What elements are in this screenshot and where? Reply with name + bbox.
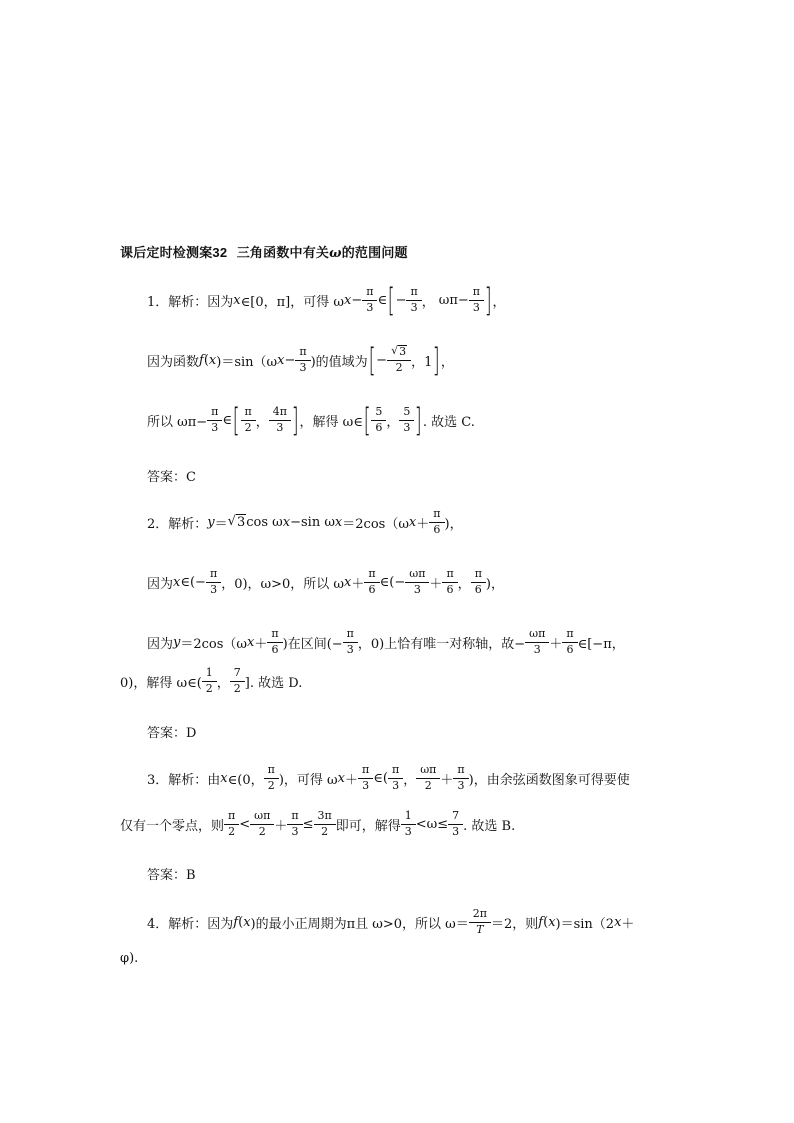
p3-line2: 仅有一个零点，则 $\frac{\pi}{2}$ < $\frac{\omega\pi}{2}$ ＋ $\frac{\pi}{3}$ ≤ $\frac{3\pi}{2}$ 即可，解得 $\frac{1}{3}$ <ω≤ $\frac{7}{3}$ . 故选 B. [120, 808, 516, 838]
p2-answer: 答案：D [147, 726, 197, 741]
page-title: 课后定时检测案32 三角函数中有关ω的范围问题 [120, 245, 408, 261]
p3-line1: 3．解析： 由 x ∈(0， $\frac{\pi}{2}$ )，可得 ω x ＋ $\frac{\pi}{3}$ ∈( $\frac{\pi}{3}$ ， $\frac{\omega\pi}{2}$ ＋ $\frac{\pi}{3}$ )，由余弦函数图象可得要使 [147, 762, 630, 792]
p2-line2: 因为 x ∈(− $\frac{\pi}{3}$ ，0)，ω>0，所以 ω x ＋ $\frac{\pi}{6}$ ∈(− $\frac{\omega\pi}{3}$ ＋ $\frac{\pi}{6}$ ， $\frac{\pi}{6}$ )， [147, 566, 504, 596]
p1-line2: 因为函数 f ( x )＝sin（ω x − $\frac{\pi}{3}$ )的值域为 [ − √ 3 2 ，1 ] ， [147, 341, 454, 379]
p2-line3: 因为 y ＝2cos（ω x ＋ $\frac{\pi}{6}$ )在区间(− $\frac{\pi}{3}$ ，0)上恰有唯一对称轴，故− $\frac{\omega\pi}{3}$ ＋ $\frac{\pi}{6}$ ∈[−π， [147, 626, 625, 656]
p2-line4: 0)，解得 ω∈( $\frac{1}{2}$ ， $\frac{7}{2}$ ]. 故选 D. [120, 665, 303, 695]
p1-answer: 答案：C [147, 470, 196, 485]
p2-line1: 2．解析： y ＝ √ 3 cos ω x −sin ω x ＝2cos（ω x ＋ $\frac{\pi}{6}$ )， [147, 506, 463, 536]
p1-line1: 1．解析： 因为 x ∈[0，π]，可得 ω x − $\frac{\pi}{3}$ ∈ [ − $\frac{\pi}{3}$ ， ωπ− $\frac{\pi}{3}$ ] ， [147, 281, 506, 319]
p1-line3: 所以 ωπ− $\frac{\pi}{3}$ ∈ [ $\frac{\pi}{2}$ ， $\frac{4\pi}{3}$ ] ，解得 ω∈ [ $\frac{5}{6}$ ， $\frac{5}{3}$ ] . 故选 C. [147, 401, 475, 439]
p3-answer: 答案：B [147, 868, 196, 883]
p4-line1: 4．解析： 因为 f ( x )的最小正周期为π且 ω>0，所以 ω＝ $\frac{2\pi}{T}$ ＝2，则 f ( x )＝sin（2 x ＋ [147, 906, 635, 936]
p4-line2: φ). [120, 950, 139, 966]
